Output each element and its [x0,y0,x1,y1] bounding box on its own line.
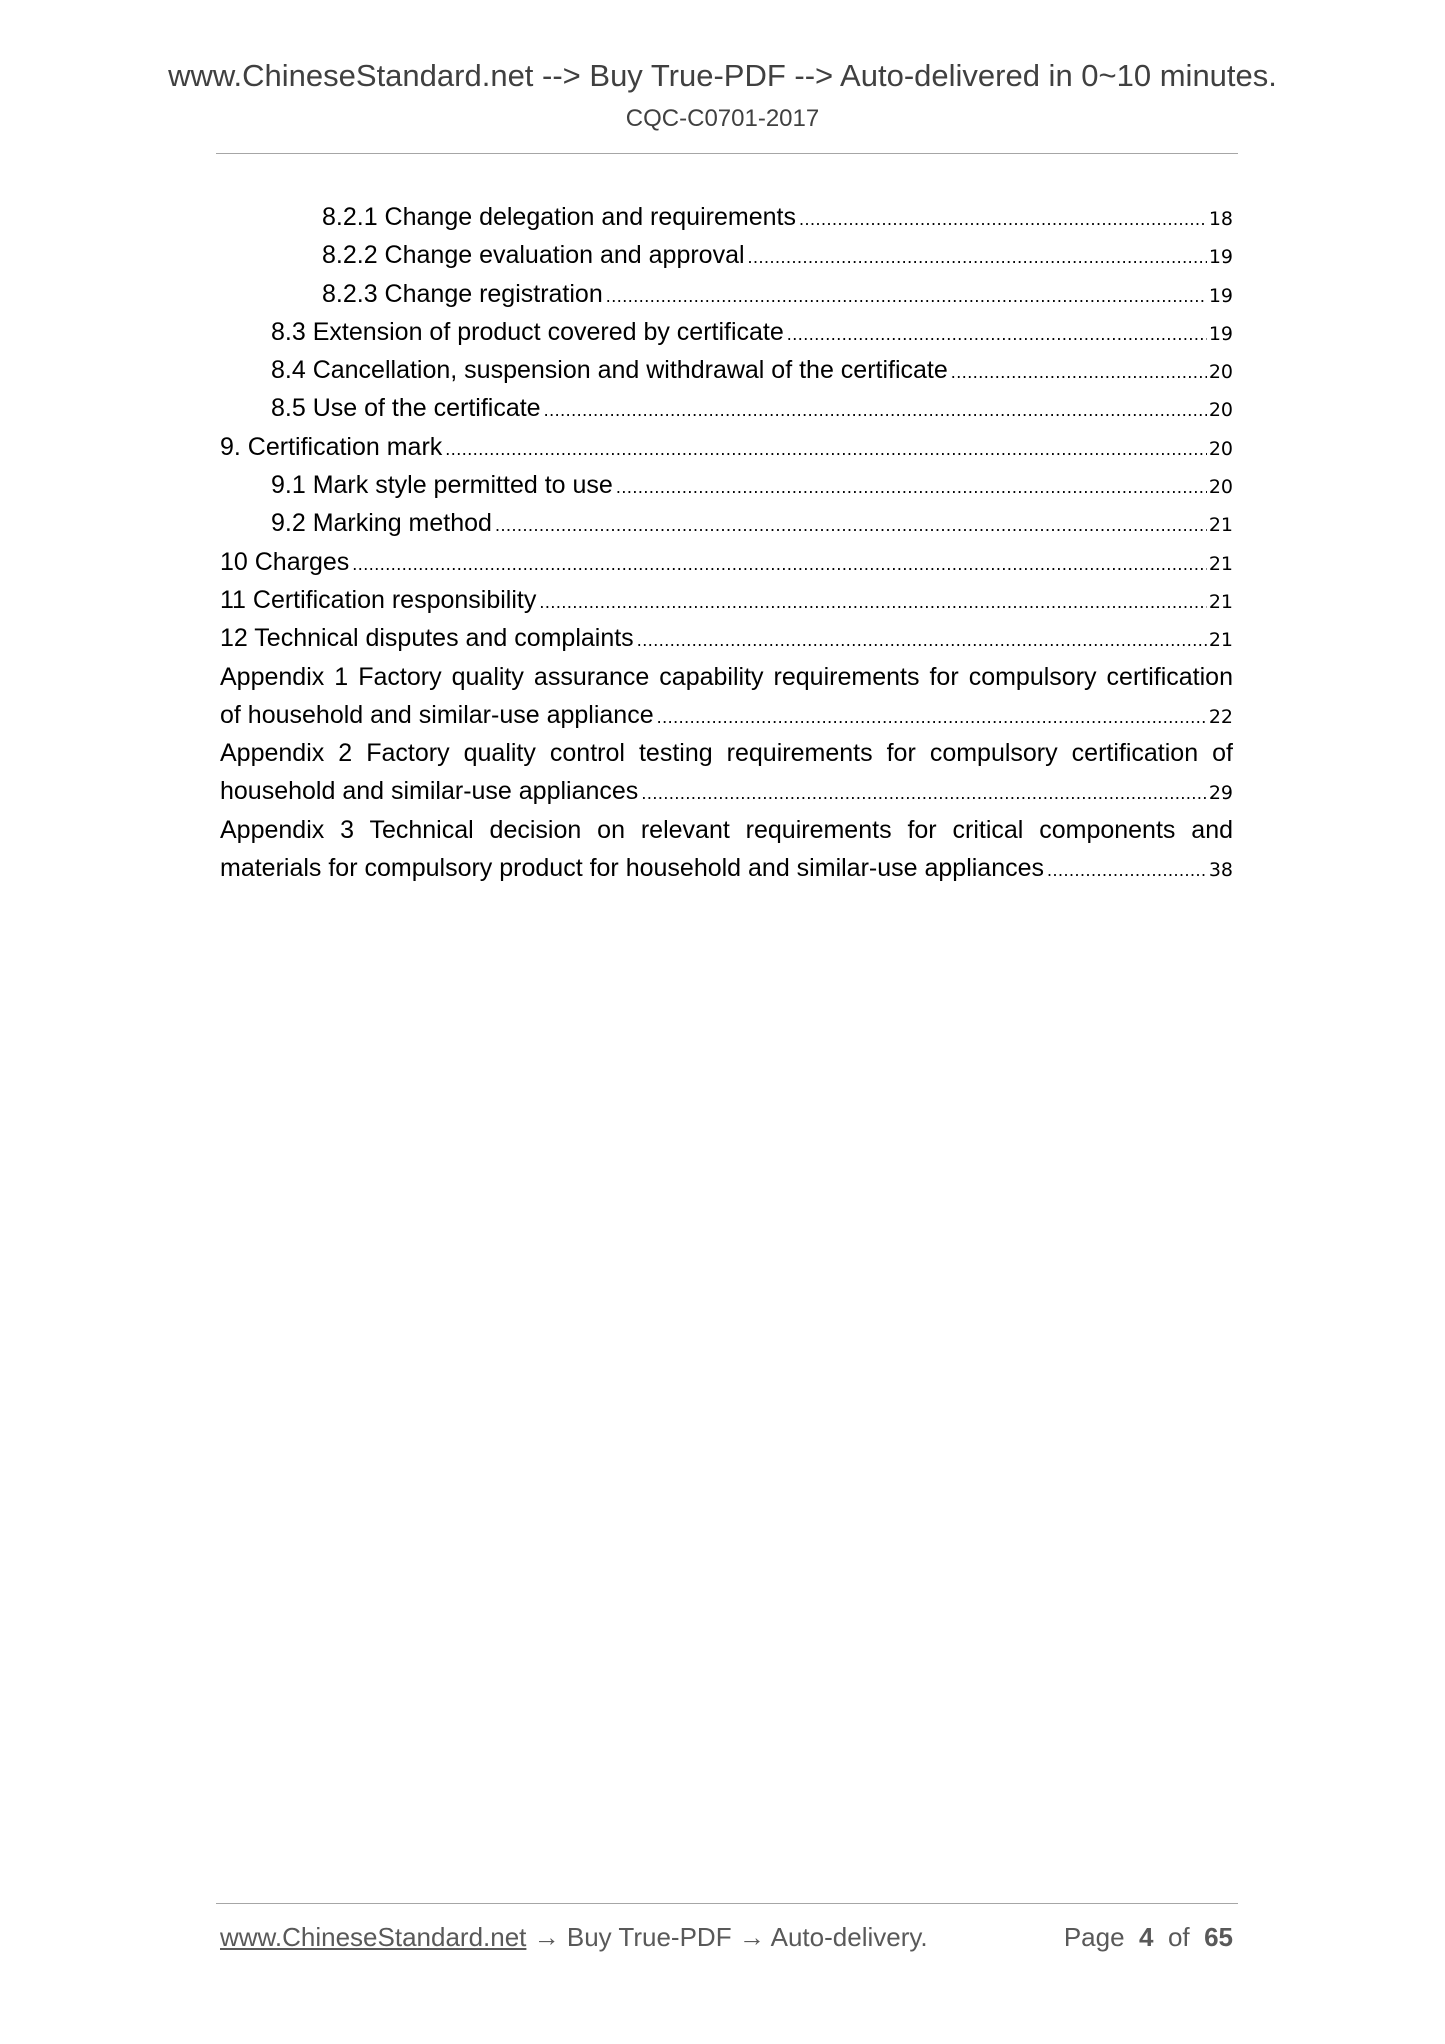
toc-entry[interactable] [220,543,1233,581]
toc-leader [951,353,1207,391]
page-label: Page [1063,1922,1125,1952]
toc-entry[interactable] [220,389,1233,427]
toc-leader [799,200,1207,238]
toc-leader [616,468,1207,506]
toc-entry-page: 19 [1208,246,1233,269]
toc-leader [748,238,1207,276]
toc-entry-page: 20 [1208,399,1233,422]
toc-entry-page: 18 [1208,208,1233,230]
toc-entry-title: 9.2 Marking method [271,509,492,538]
toc-entry[interactable] [220,581,1233,619]
toc-entry[interactable] [220,198,1233,236]
toc-appendix-title-line2: of household and similar-use appliance [220,700,654,729]
header-tagline: www.ChineseStandard.net --> Buy True-PDF --> Auto-delivered in 0~10 minutes. [168,58,1277,93]
toc-entry-page: 19 [1208,284,1233,307]
toc-entry-title: 8.5 Use of the certificate [271,394,541,423]
toc-entry-title: 8.2.1 Change delegation and requirements [322,203,796,231]
toc-entry-title: 8.4 Cancellation, suspension and withdrawal of the certificate [271,356,948,385]
footer-website-link[interactable]: www.ChineseStandard.net [220,1922,527,1952]
total-pages: 65 [1204,1922,1233,1952]
page-footer [220,1922,1233,1958]
toc-entry[interactable] [220,504,1233,542]
toc-entry-title: 11 Certification responsibility [220,585,537,614]
toc-entry-title: 8.2.2 Change evaluation and approval [322,241,745,270]
of-label: of [1167,1922,1190,1952]
toc-entry[interactable] [220,351,1233,389]
toc-entry-title: 8.2.3 Change registration [322,279,603,308]
toc-appendix-entry[interactable] [220,734,1233,811]
toc-appendix-title-line2: household and similar-use appliances [220,777,639,806]
page-number: 4 [1139,1922,1154,1952]
toc-entry-page: 20 [1208,361,1233,384]
footer-buy-text: Buy True-PDF [566,1922,732,1952]
arrow-right-icon: → [533,1922,560,1952]
toc-leader [544,391,1207,429]
document-code: CQC-C0701-2017 [625,105,820,132]
header-divider [216,153,1238,154]
toc-leader [539,583,1206,621]
toc-appendix-entry[interactable] [220,811,1233,888]
toc-appendix-title-line1: Appendix 3 Technical decision on relevant requirements for critical components and [220,815,1233,844]
toc-entry-page: 21 [1208,552,1233,575]
toc-entry-page: 20 [1208,476,1233,499]
footer-delivery-text: Auto-delivery. [770,1922,928,1952]
toc-entry-title: 10 Charges [220,547,350,576]
toc-entry[interactable] [220,619,1233,657]
page-indicator [1064,1922,1233,1953]
toc-leader [495,506,1207,544]
toc-entry-page: 21 [1208,629,1233,652]
toc-appendix-title-line1: Appendix 1 Factory quality assurance capability requirements for compulsory certification [220,662,1233,691]
toc-entry[interactable] [220,313,1233,351]
toc-appendix-title-line1: Appendix 2 Factory quality control testing requirements for compulsory certification of [220,739,1233,768]
toc-entry[interactable] [220,428,1233,466]
toc-entry-title: 9.1 Mark style permitted to use [271,471,613,500]
arrow-right-icon: → [738,1922,765,1952]
toc-leader [352,545,1207,583]
toc-entry-page: 20 [1208,437,1233,460]
toc-leader [1047,851,1207,889]
footer-divider [216,1903,1238,1904]
toc-entry-page: 38 [1208,859,1233,882]
toc-entry[interactable] [220,236,1233,274]
toc-entry-page: 19 [1208,322,1233,345]
toc-entry-title: 12 Technical disputes and complaints [220,624,634,653]
toc-leader [606,277,1207,315]
toc-leader [445,430,1207,468]
toc-entry-page: 21 [1208,514,1233,537]
toc-appendix-entry[interactable] [220,658,1233,735]
toc-entry-page: 22 [1208,705,1233,728]
toc-entry-title: 9. Certification mark [220,432,443,461]
toc-entry-page: 29 [1208,782,1233,805]
toc-leader [641,774,1207,812]
toc-entry-title: 8.3 Extension of product covered by certificate [271,317,784,346]
toc-appendix-title-line2: materials for compulsory product for household and similar-use appliances [220,854,1045,883]
toc-entry[interactable] [220,466,1233,504]
toc-leader [637,621,1207,659]
toc-entry-page: 21 [1208,590,1233,613]
toc-entry[interactable] [220,275,1233,313]
table-of-contents [220,198,1233,887]
toc-leader [787,315,1207,353]
toc-leader [657,698,1207,736]
